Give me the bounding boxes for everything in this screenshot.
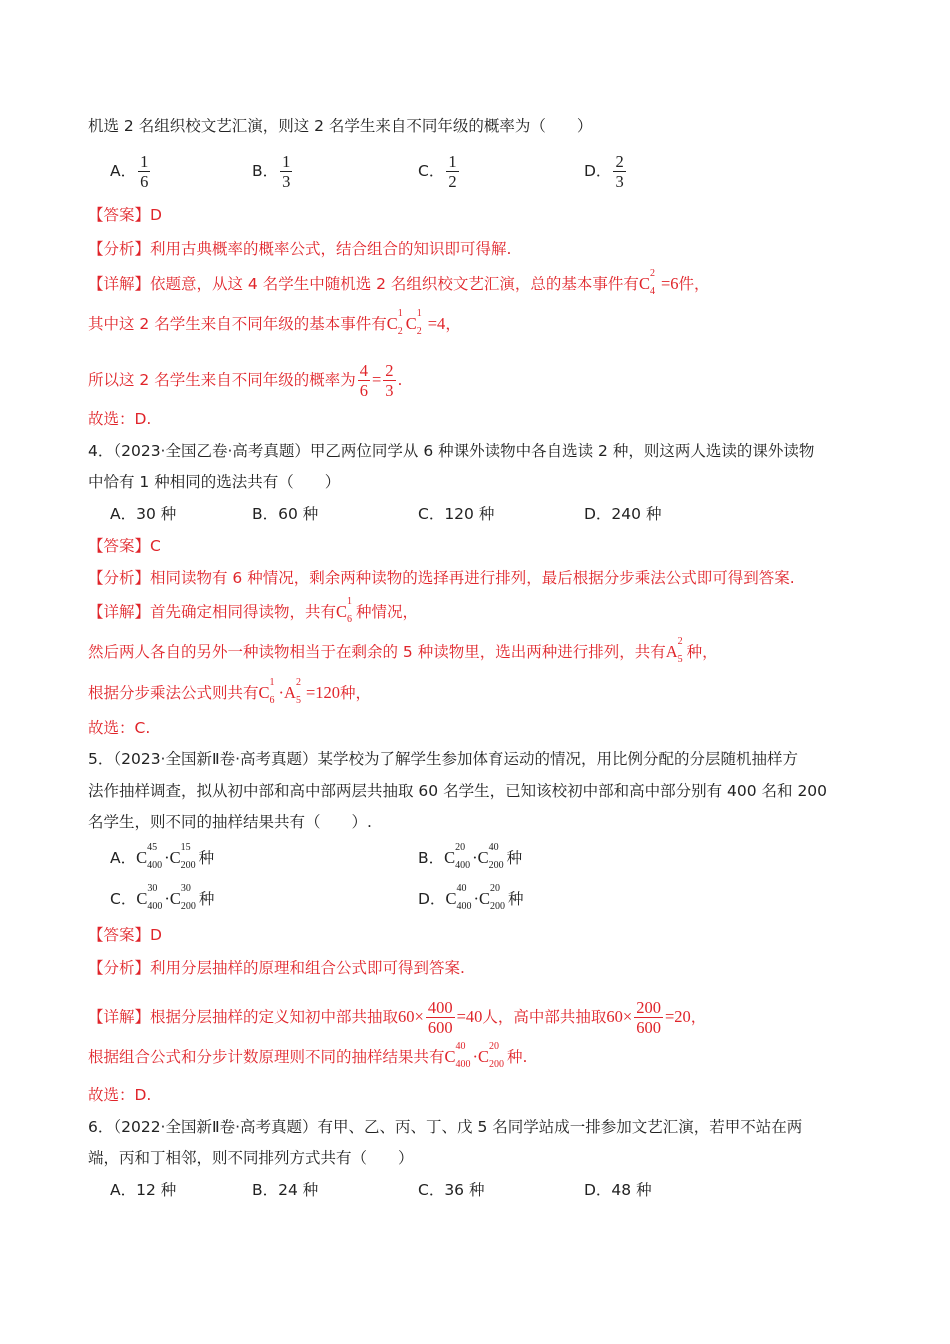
q4-option-d: D．240 种 <box>584 505 662 523</box>
q4-option-c: C．120 种 <box>418 505 495 523</box>
q3-option-d: D． $\frac{2}{3}$ <box>584 152 624 191</box>
q4-detail-3: 根据分步乘法公式则共有C 1 6 ·A 2 5 =120种， <box>88 677 372 706</box>
q4-conclusion: 故选：C. <box>88 719 151 737</box>
q5-option-a: A．C 45 400 ·C 15 200 种 <box>110 842 215 871</box>
q4-option-b: B．60 种 <box>252 505 319 523</box>
q3-option-c: C． $\frac{1}{2}$ <box>418 152 457 191</box>
q4-answer: 【答案】C <box>88 537 161 555</box>
q3-conclusion: 故选：D. <box>88 410 152 428</box>
q6-option-a: A．12 种 <box>110 1181 177 1199</box>
q3-detail-1: 【详解】依题意，从这 4 名学生中随机选 2 名组织校文艺汇演，总的基本事件有C 2 4 =6件， <box>88 268 710 297</box>
q5-option-b: B．C 20 400 ·C 40 200 种 <box>418 842 523 871</box>
q6-stem-line-1: 6．（2022·全国新Ⅱ卷·高考真题）有甲、乙、丙、丁、戊 5 名同学站成一排参加文艺汇演，若甲不站在两 <box>88 1118 803 1136</box>
q5-conclusion: 故选：D. <box>88 1086 152 1104</box>
fraction: $\frac{200}{600}$ <box>636 998 661 1037</box>
q6-option-d: D．48 种 <box>584 1181 652 1199</box>
q4-stem-line-2: 中恰有 1 种相同的选法共有（ ） <box>88 473 341 491</box>
math-expression: C 1 2 C 1 2 =4 <box>386 308 446 337</box>
q5-stem-line-3: 名学生，则不同的抽样结果共有（ ）. <box>88 813 372 831</box>
math-expression: C 1 6 <box>336 596 353 625</box>
fraction: $\frac{4}{6}$ <box>359 361 368 400</box>
math-expression: C 30 400 ·C 30 200 <box>136 883 196 912</box>
q3-stem: 机选 2 名组织校文艺汇演，则这 2 名学生来自不同年级的概率为（ ） <box>88 117 593 135</box>
q6-stem-line-2: 端，丙和丁相邻，则不同排列方式共有（ ） <box>88 1149 414 1167</box>
fraction: $\frac{1}{2}$ <box>448 152 457 191</box>
q3-option-a: A． $\frac{1}{6}$ <box>110 152 149 191</box>
math-expression: A 2 5 <box>665 636 683 665</box>
q4-option-a: A．30 种 <box>110 505 177 523</box>
q5-analysis: 【分析】利用分层抽样的原理和组合公式即可得到答案. <box>88 959 465 977</box>
q5-option-d: D．C 40 400 ·C 20 200 种 <box>418 883 524 912</box>
q4-detail-1: 【详解】首先确定相同得读物，共有C 1 6 种情况， <box>88 596 419 625</box>
q6-option-c: C．36 种 <box>418 1181 485 1199</box>
q3-detail-3: 所以这 2 名学生来自不同年级的概率为 $\frac{4}{6}$ = $\frac{2}{3}$ . <box>88 361 403 400</box>
q5-answer: 【答案】D <box>88 926 162 944</box>
q5-stem-line-1: 5．（2023·全国新Ⅱ卷·高考真题）某学校为了解学生参加体育运动的情况，用比例分配的分层随机抽样方 <box>88 750 799 768</box>
q3-detail-2: 其中这 2 名学生来自不同年级的基本事件有C 1 2 C 1 2 =4， <box>88 308 461 337</box>
math-expression: C 20 400 ·C 40 200 <box>444 842 504 871</box>
q3-option-b: B． $\frac{1}{3}$ <box>252 152 291 191</box>
q5-detail-2: 根据组合公式和分步计数原理则不同的抽样结果共有C 40 400 ·C 20 200 种. <box>88 1041 528 1070</box>
math-expression: C 2 4 =6 <box>638 268 679 297</box>
fraction: $\frac{2}{3}$ <box>385 361 394 400</box>
fraction: $\frac{1}{3}$ <box>282 152 291 191</box>
q6-option-b: B．24 种 <box>252 1181 319 1199</box>
fraction: $\frac{1}{6}$ <box>140 152 149 191</box>
math-expression: C 40 400 ·C 20 200 <box>445 883 505 912</box>
q4-detail-2: 然后两人各自的另外一种读物相当于在剩余的 5 种读物里，选出两种进行排列，共有A 2 5 种， <box>88 636 718 665</box>
q4-stem-line-1: 4．（2023·全国乙卷·高考真题）甲乙两位同学从 6 种课外读物中各自选读 2 种，则这两人选读的课外读物 <box>88 442 815 460</box>
q4-analysis: 【分析】相同读物有 6 种情况，剩余两种读物的选择再进行排列，最后根据分步乘法公式即可得到答案. <box>88 569 795 587</box>
math-expression: C 40 400 ·C 20 200 <box>444 1041 505 1070</box>
math-expression: C 45 400 ·C 15 200 <box>136 842 196 871</box>
fraction: $\frac{2}{3}$ <box>615 152 624 191</box>
math-expression: C 1 6 ·A 2 5 =120 <box>258 677 341 706</box>
fraction: $\frac{400}{600}$ <box>427 998 453 1037</box>
q5-stem-line-2: 法作抽样调查，拟从初中部和高中部两层共抽取 60 名学生，已知该校初中部和高中部分别有 400 名和 200 <box>88 782 828 800</box>
q5-detail-1: 【详解】根据分层抽样的定义知初中部共抽取60× $\frac{400}{600}$ =40人，高中部共抽取60× $\frac{200}{600}$ =20， <box>88 998 707 1037</box>
q3-analysis: 【分析】利用古典概率的概率公式，结合组合的知识即可得解. <box>88 240 512 258</box>
q3-answer: 【答案】D <box>88 206 162 224</box>
q5-option-c: C．C 30 400 ·C 30 200 种 <box>110 883 215 912</box>
